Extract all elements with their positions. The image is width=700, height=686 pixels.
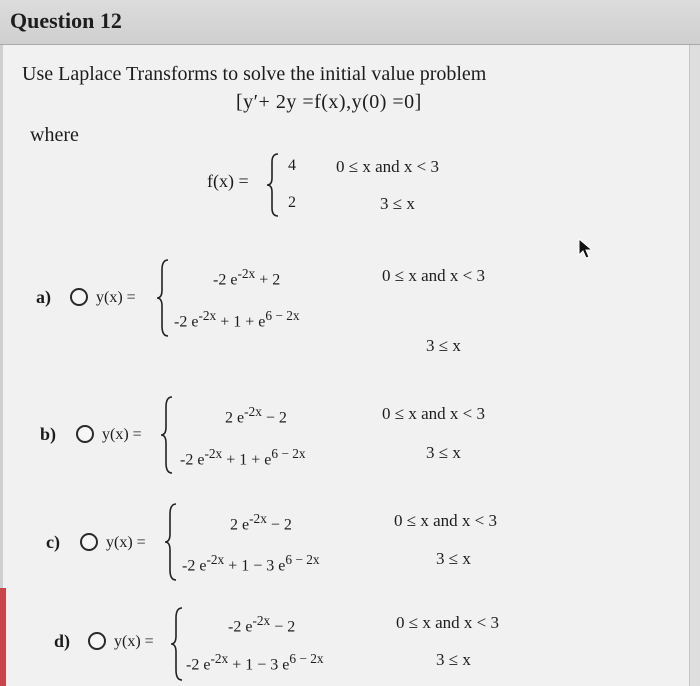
option-a-row-2-expr: -2 $e^{-2x} + 1 + e^{6 - 2x}$: [174, 308, 300, 331]
option-a-row-2-condition: 3 ≤ x: [426, 336, 461, 355]
option-b-row-2-condition: 3 ≤ x: [426, 443, 461, 462]
option-a-row-1-expr: -2 $e^{-2x} + 2$: [213, 266, 281, 289]
right-edge-strip: [689, 45, 700, 686]
option-c-row-2-expr: -2 $e^{-2x} + 1 - 3$ $e^{6 - 2x}$: [182, 552, 320, 575]
option-d-row-2-condition: 3 ≤ x: [436, 650, 471, 669]
question-body: [0, 45, 693, 686]
option-a-letter: a): [36, 287, 51, 307]
option-b-row-2-expr: -2 $e^{-2x} + 1 + e^{6 - 2x}$: [180, 446, 306, 469]
option-c-row-1-condition: 0 ≤ x and x < 3: [394, 511, 497, 530]
fx-piece-2-condition: 3 ≤ x: [380, 194, 415, 213]
option-d-letter: d): [54, 631, 71, 651]
option-d-radio-icon[interactable]: [88, 632, 106, 650]
option-b-letter: b): [40, 424, 57, 444]
fx-piece-1-condition: 0 ≤ x and x < 3: [336, 157, 439, 176]
question-title: Question 12: [10, 8, 122, 33]
option-d-row-1-expr: -2 $e^{-2x} - 2$: [228, 613, 296, 636]
question-header: [0, 0, 700, 45]
option-c-letter: c): [46, 532, 60, 552]
option-b-row-1-condition: 0 ≤ x and x < 3: [382, 404, 485, 423]
option-b-radio-icon[interactable]: [76, 425, 94, 443]
option-b-row-1-expr: 2 $e^{-2x} - 2$: [225, 404, 287, 427]
option-b-label: y(x) =: [102, 426, 142, 443]
left-red-accent: [0, 588, 6, 686]
where-label: where: [30, 124, 79, 146]
option-d-row-1-condition: 0 ≤ x and x < 3: [396, 613, 499, 632]
option-a-label: y(x) =: [96, 289, 136, 306]
option-c-brace: [164, 502, 178, 582]
option-d-row-2-expr: -2 $e^{-2x} + 1 - 3$ $e^{6 - 2x}$: [186, 651, 324, 674]
option-c-label: y(x) =: [106, 534, 146, 551]
option-a-row-1-condition: 0 ≤ x and x < 3: [382, 266, 485, 285]
option-b-brace: [160, 395, 174, 475]
option-a-brace: [156, 258, 170, 338]
fx-piece-2-value: 2: [288, 194, 296, 211]
fx-piece-1-value: 4: [288, 157, 296, 174]
mouse-pointer-icon: [578, 238, 594, 260]
option-a-radio-icon[interactable]: [70, 288, 88, 306]
option-c-radio-icon[interactable]: [80, 533, 98, 551]
option-d-brace: [170, 606, 184, 682]
ivp-equation: [y′+ 2y =f(x),y(0) =0]: [236, 91, 422, 113]
fx-label: f(x) =: [207, 171, 249, 191]
option-c-row-1-expr: 2 $e^{-2x} - 2$: [230, 511, 292, 534]
problem-prompt: Use Laplace Transforms to solve the initial value problem: [22, 63, 487, 85]
fx-brace: [266, 152, 280, 218]
option-d-label: y(x) =: [114, 633, 154, 650]
option-c-row-2-condition: 3 ≤ x: [436, 549, 471, 568]
